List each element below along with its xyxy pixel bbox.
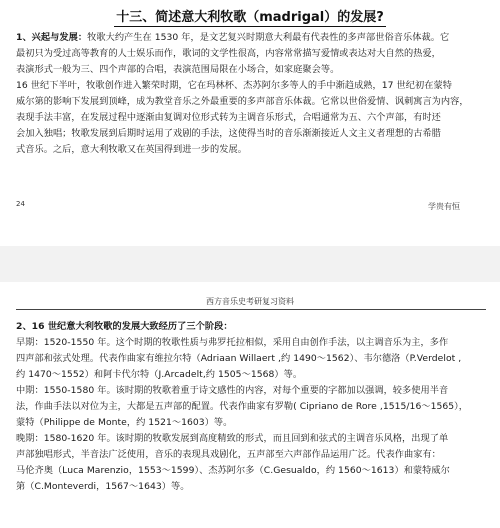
text-line: 最初只为受过高等教育的人士娱乐而作，歌词的文学性很高，内容常常描写爱情或表达对大自然的热爱， (16, 48, 441, 59)
page-gap (0, 246, 500, 282)
text-line: 晚期：1580-1620 年。该时期的牧歌发展到高度精致的形式，而且回到和弦式的主调音乐风格，出现了单 (16, 433, 449, 444)
text-line: 牧歌大约产生在 1530 年，是文艺复兴时期意大利最有代表性的多声部世俗音乐体裁。它 (87, 32, 450, 43)
stages-heading: 2、16 世纪意大利牧歌的发展大致经历了三个阶段： (16, 321, 233, 332)
header-rule (16, 309, 486, 310)
text-line: 早期：1520-1550 年。这个时期的牧歌性质与弗罗托拉相似，采用自由创作手法，以主调音乐为主，多作 (16, 337, 449, 348)
text-line: 约 1470～1552）和阿卡代尔特（J.Arcadelt,约 1505～1568）等。 (16, 369, 303, 380)
paragraph-stages (16, 319, 486, 495)
paragraph-origin (16, 30, 486, 78)
section-title-text: 十三、简述意大利牧歌（madrigal）的发展? (116, 10, 384, 25)
footer-motto: 学贵有恒 (428, 202, 460, 211)
text-line: 16 世纪下半叶，牧歌创作进入繁荣时期，它在玛林杯、杰苏阿尔多等人的手中渐趋成熟，17 世纪初在蒙特 (16, 80, 452, 91)
paragraph-lead: 1、兴起与发展： (16, 32, 88, 43)
text-line: 威尔第的影响下发展到顶峰，成为教堂音乐之外最重要的多声部音乐体裁。它常以世俗爱情、讽刺寓言为内容， (16, 96, 469, 107)
section-title (0, 6, 500, 25)
paragraph-development (16, 78, 486, 158)
text-line: 表演形式一般为三、四个声部的合唱，表演范围局限在小场合，如家庭聚会等。 (16, 64, 340, 75)
text-line: 式音乐。之后，意大利牧歌又在英国得到进一步的发展。 (16, 144, 247, 155)
text-line: 第（C.Monteverdi，1567～1643）等。 (16, 481, 190, 492)
text-line: 声部独唱形式，半音法广泛使用，音乐的表现具戏剧化，五声部至六声部作品运用广泛。代表作曲家有： (16, 449, 441, 460)
text-line: 会加入独唱；牧歌发展到后期时运用了戏剧的手法，这使得当时的音乐渐渐接近人文主义者理想的古希腊 (16, 128, 441, 139)
running-header: 西方音乐史考研复习资料 (206, 297, 294, 306)
text-line: 四声部和弦式处理。代表作曲家有维拉尔特（Adriaan Willaert ,约 1490～1562）、韦尔德洛（P.Verdelot , (16, 353, 462, 364)
document-page-2 (0, 282, 500, 528)
document-page-1 (0, 0, 500, 246)
text-line: 表现手法丰富，在发展过程中逐渐由复调对位形式转为主调音乐形式，合唱通常为五、六个声部，有时还 (16, 112, 441, 123)
text-line: 法，作曲手法以对位为主，大都是五声部的配置。代表作曲家有罗勒( Cipriano de Rore ,1515/16～1565）， (16, 401, 469, 412)
text-line: 马伦齐奥（Luca Marenzio，1553～1599）、杰苏阿尔多（C.Gesualdo，约 1560～1613）和蒙特威尔 (16, 465, 450, 476)
text-line: 中期：1550-1580 年。该时期的牧歌着重于诗文感性的内容，对每个重要的字都加以强调，较多使用半音 (16, 385, 449, 396)
page-number: 24 (16, 200, 25, 208)
text-line: 蒙特（Philippe de Monte，约 1521～1603）等。 (16, 417, 233, 428)
